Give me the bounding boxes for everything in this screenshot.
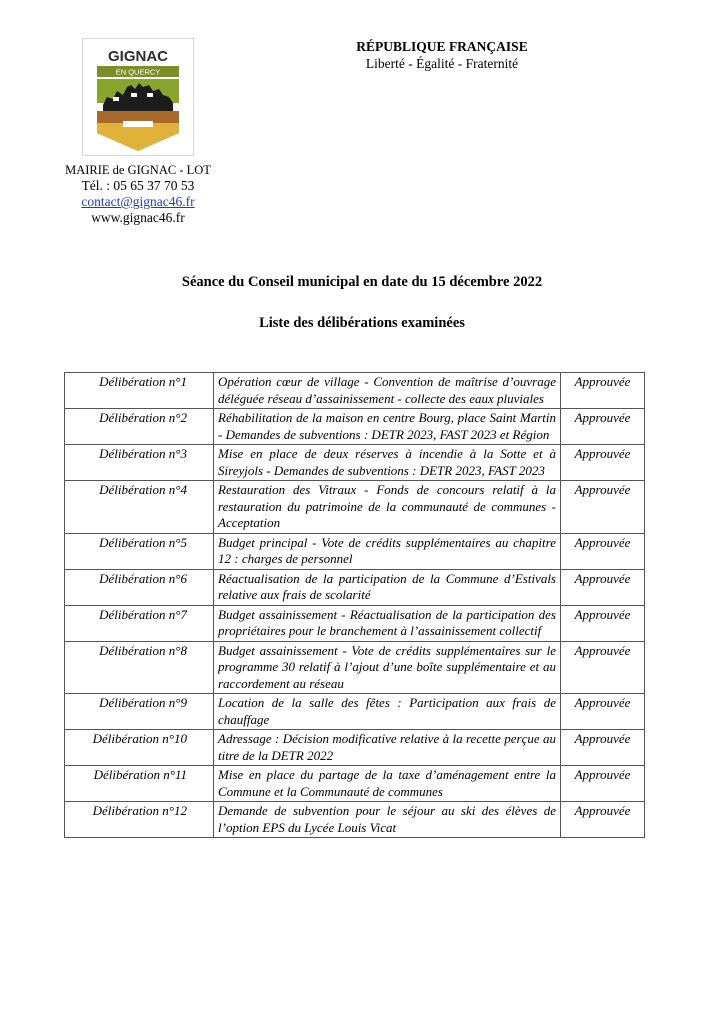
table-row (65, 533, 645, 569)
deliberation-subject: Opération cœur de village - Convention de maîtrise d’ouvrage déléguée réseau d’assainissement - collecte des eaux pluviales (214, 373, 561, 409)
logo-banner-text: EN QUERCY (115, 67, 161, 77)
deliberation-subject: Restauration des Vitraux - Fonds de concours relatif à la restauration du patrimoine de la communauté de communes - Acceptation (214, 481, 561, 534)
deliberation-number: Délibération n°6 (65, 569, 214, 605)
table-row (65, 802, 645, 838)
deliberation-subject: Adressage : Décision modificative relative à la recette perçue au titre de la DETR 2022 (214, 730, 561, 766)
deliberation-status: Approuvée (561, 481, 645, 534)
logo-wordmark: GIGNAC (108, 48, 168, 65)
document-subtitle: Liste des délibérations examinées (259, 315, 465, 331)
deliberation-number: Délibération n°9 (65, 694, 214, 730)
deliberation-status: Approuvée (561, 694, 645, 730)
deliberation-subject: Réactualisation de la participation de la Commune d’Estivals relative aux frais de scolarité (214, 569, 561, 605)
deliberation-number: Délibération n°3 (65, 445, 214, 481)
deliberation-subject: Mise en place de deux réserves à incendie à la Sotte et à Sireyjols - Demandes de subventions : DETR 2023, FAST 2023 (214, 445, 561, 481)
deliberation-status: Approuvée (561, 802, 645, 838)
table-row (65, 569, 645, 605)
deliberation-subject: Budget assainissement - Réactualisation de la participation des propriétaires pour le branchement à l’assainissement collectif (214, 605, 561, 641)
republic-title: RÉPUBLIQUE FRANÇAISE (356, 39, 528, 54)
deliberation-status: Approuvée (561, 766, 645, 802)
deliberation-status: Approuvée (561, 605, 645, 641)
deliberation-number: Délibération n°1 (65, 373, 214, 409)
deliberation-number: Délibération n°4 (65, 481, 214, 534)
table-row (65, 481, 645, 534)
republic-header (330, 38, 554, 72)
deliberation-subject: Réhabilitation de la maison en centre Bourg, place Saint Martin - Demandes de subventions : DETR 2023, FAST 2023 et Région (214, 409, 561, 445)
deliberation-number: Délibération n°7 (65, 605, 214, 641)
table-row (65, 730, 645, 766)
table-row (65, 445, 645, 481)
table-row (65, 641, 645, 694)
mairie-name: MAIRIE de GIGNAC - LOT (65, 163, 211, 177)
deliberation-subject: Demande de subvention pour le séjour au ski des élèves de l’option EPS du Lycée Louis Vicat (214, 802, 561, 838)
deliberation-status: Approuvée (561, 533, 645, 569)
deliberation-number: Délibération n°10 (65, 730, 214, 766)
republic-motto: Liberté - Égalité - Fraternité (365, 56, 519, 71)
deliberation-number: Délibération n°11 (65, 766, 214, 802)
deliberation-status: Approuvée (561, 373, 645, 409)
table-row (65, 409, 645, 445)
deliberation-status: Approuvée (561, 569, 645, 605)
deliberation-status: Approuvée (561, 445, 645, 481)
email-link[interactable]: contact@gignac46.fr (81, 194, 195, 209)
gignac-logo (82, 38, 194, 156)
village-emblem-icon (83, 39, 193, 155)
deliberation-status: Approuvée (561, 409, 645, 445)
deliberation-number: Délibération n°5 (65, 533, 214, 569)
table-row (65, 766, 645, 802)
table-row (65, 694, 645, 730)
deliberation-number: Délibération n°12 (65, 802, 214, 838)
phone-number: Tél. : 05 65 37 70 53 (81, 178, 195, 193)
deliberation-subject: Mise en place du partage de la taxe d’aménagement entre la Commune et la Communauté de communes (214, 766, 561, 802)
deliberation-status: Approuvée (561, 641, 645, 694)
deliberations-table (64, 372, 645, 838)
deliberation-status: Approuvée (561, 730, 645, 766)
deliberation-subject: Budget assainissement - Vote de crédits supplémentaires sur le programme 30 relatif à l’ajout d’une boîte supplémentaire et au raccordement au réseau (214, 641, 561, 694)
deliberation-subject: Location de la salle des fêtes : Participation aux frais de chauffage (214, 694, 561, 730)
table-row (65, 373, 645, 409)
website-url: www.gignac46.fr (91, 210, 185, 225)
deliberation-number: Délibération n°2 (65, 409, 214, 445)
mairie-contact-block (50, 162, 226, 226)
document-title: Séance du Conseil municipal en date du 15 décembre 2022 (181, 274, 543, 290)
table-row (65, 605, 645, 641)
deliberation-number: Délibération n°8 (65, 641, 214, 694)
deliberation-subject: Budget principal - Vote de crédits supplémentaires au chapitre 12 : charges de personnel (214, 533, 561, 569)
